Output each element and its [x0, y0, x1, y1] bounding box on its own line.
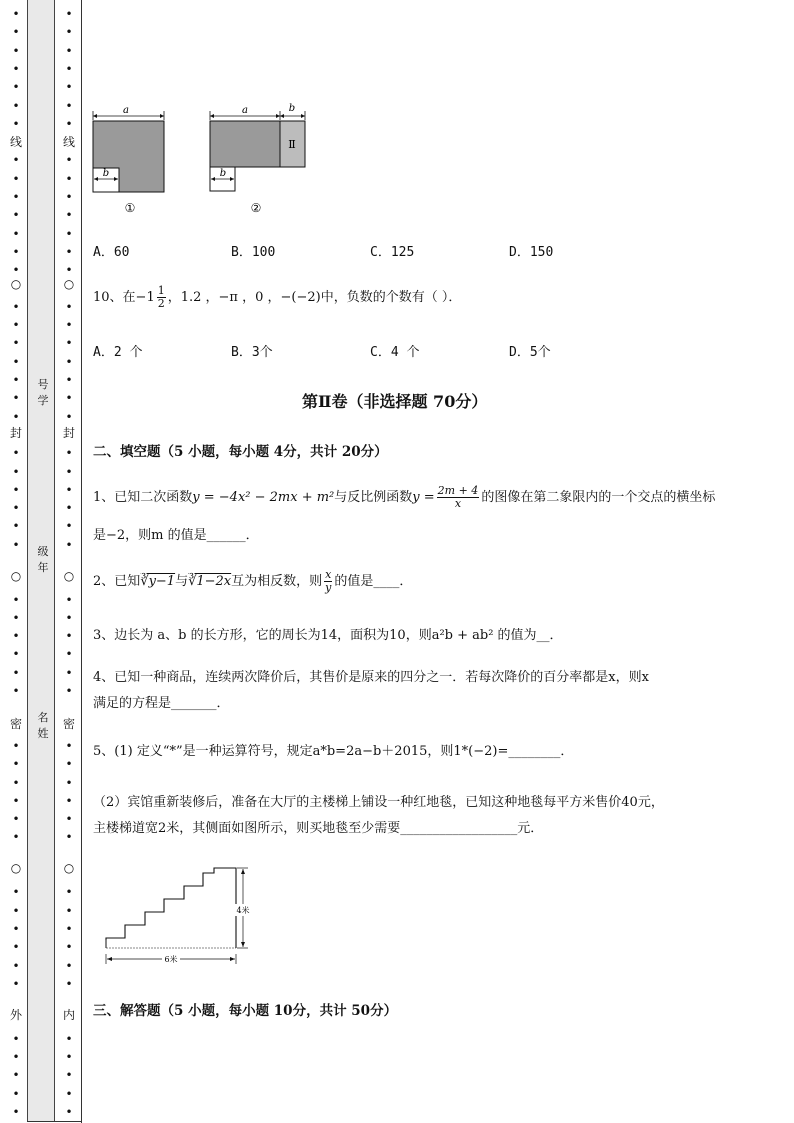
- fill-q2-part1: 2、已知: [93, 574, 141, 589]
- cut-line-dot: •: [65, 172, 73, 186]
- cut-line-dot: •: [65, 830, 73, 844]
- fill-q2-part3: 互为相反数，则: [231, 574, 323, 589]
- fill-q1-fraction: [437, 485, 480, 510]
- cut-line-dot: •: [12, 300, 20, 314]
- cut-line-dot: •: [65, 7, 73, 21]
- cut-line-dot: •: [12, 227, 20, 241]
- gutter-label-name: 名姓: [37, 711, 49, 740]
- cut-line-dot: •: [65, 794, 73, 808]
- q9-option-d: D．150: [509, 245, 554, 260]
- cut-line-dot: •: [65, 666, 73, 680]
- cut-line-dot: •: [65, 465, 73, 479]
- gutter-char-line-left: 线: [9, 135, 22, 149]
- cut-line-dot: •: [12, 501, 20, 515]
- cut-line-dot: •: [12, 373, 20, 387]
- cut-line-dot: •: [65, 318, 73, 332]
- cut-line-dot: •: [12, 593, 20, 607]
- cut-line-dot: •: [65, 885, 73, 899]
- staircase-figure: [98, 862, 258, 972]
- fill-q2-root1: ∛y−1: [140, 574, 176, 589]
- cut-line-dot: •: [65, 245, 73, 259]
- cut-line-dot: •: [65, 538, 73, 552]
- fill-q1-frac-num: 2m + 4: [437, 484, 479, 497]
- fill-question-5-part1: 5、(1) 定义“*”是一种运算符号，规定a*b=2a−b＋2015，则1*(−2)=________．: [93, 744, 574, 759]
- cut-line-dot: •: [12, 318, 20, 332]
- cut-line-dot: •: [65, 483, 73, 497]
- cut-line-dot: •: [65, 391, 73, 405]
- cut-line-dot: •: [12, 757, 20, 771]
- q10-option-b: B．3个: [231, 345, 273, 360]
- cut-line-dot: •: [12, 538, 20, 552]
- gutter-circle-right-2: ○: [63, 569, 75, 583]
- q10-suffix: 中，负数的个数有（ ）．: [320, 290, 462, 305]
- cut-line-dot: •: [12, 80, 20, 94]
- fill-question-1: [93, 482, 715, 514]
- q10-option-a: A．2 个: [93, 345, 143, 360]
- cut-line-dot: •: [12, 263, 20, 277]
- cut-line-dot: •: [65, 739, 73, 753]
- cut-line-dot: •: [65, 373, 73, 387]
- q10-frac-den: 2: [157, 297, 165, 310]
- binding-line-bottom: [27, 1121, 82, 1122]
- cut-line-dot: •: [65, 227, 73, 241]
- fig2-label-a: a: [242, 105, 248, 116]
- cut-line-dot: •: [12, 885, 20, 899]
- cut-line-dot: •: [12, 940, 20, 954]
- cut-line-dot: •: [12, 44, 20, 58]
- cut-line-dot: •: [65, 519, 73, 533]
- fill-question-5-part2-line1: （2）宾馆重新装修后，准备在大厅的主楼梯上铺设一种红地毯，已知这种地毯每平方米售价40元，: [93, 795, 664, 810]
- q10-minus-one: −1: [135, 290, 155, 305]
- gutter-char-seal-left: 封: [9, 426, 22, 440]
- cut-line-dot: •: [12, 1068, 20, 1082]
- cut-line-dot: •: [65, 1050, 73, 1064]
- fig1-label-b: b: [102, 168, 110, 179]
- cut-line-dot: •: [12, 7, 20, 21]
- q9-option-b: B．100: [231, 245, 276, 260]
- cut-line-dot: •: [65, 153, 73, 167]
- cut-line-dot: •: [65, 959, 73, 973]
- fig1-label-a: a: [123, 105, 129, 116]
- cut-line-dot: •: [12, 208, 20, 222]
- fig1-caption: ①: [124, 201, 136, 215]
- gutter-char-secret-left: 密: [9, 717, 22, 731]
- fig2-region-label: Ⅱ: [288, 138, 296, 151]
- cut-line-dot: •: [65, 99, 73, 113]
- fill-q2-frac-num: x: [325, 568, 332, 581]
- fill-question-5-part2-line2: 主楼梯道宽2米，其侧面如图所示，则买地毯至少需要__________________元．: [93, 821, 544, 836]
- cut-line-dot: •: [65, 44, 73, 58]
- cut-line-dot: •: [12, 1032, 20, 1046]
- cut-line-dot: •: [65, 904, 73, 918]
- cut-line-dot: •: [12, 1050, 20, 1064]
- fill-question-4-line1: 4、已知一种商品，连续两次降价后，其售价是原来的四分之一．若每次降价的百分率都是x，则x: [93, 670, 649, 685]
- figure-2: [210, 111, 305, 191]
- cut-line-dot: •: [65, 776, 73, 790]
- fill-question-4-line2: 满足的方程是_______．: [93, 696, 230, 711]
- cut-line-dot: •: [12, 446, 20, 460]
- fill-q1-part3: 的图像在第二象限内的一个交点的横坐标: [481, 490, 716, 505]
- cut-line-dot: •: [65, 190, 73, 204]
- cut-line-dot: •: [12, 1087, 20, 1101]
- section-2-title: 第Ⅱ卷（非选择题 70分）: [302, 392, 488, 411]
- fill-q1-quadratic: y = −4x² − 2mx + m²: [192, 490, 335, 505]
- cut-line-dot: •: [65, 62, 73, 76]
- gutter-circle-left-2: ○: [10, 569, 22, 583]
- cut-line-dot: •: [12, 647, 20, 661]
- cut-line-dot: •: [65, 812, 73, 826]
- fill-q2-root2: ∛1−2x: [188, 574, 232, 589]
- q10-frac-num: 1: [157, 284, 165, 297]
- cut-line-dot: •: [65, 25, 73, 39]
- gutter-circle-left-1: ○: [10, 277, 22, 291]
- gutter-label-class: 级年: [37, 545, 49, 574]
- q10-option-d: D．5个: [509, 345, 551, 360]
- cut-line-dot: •: [12, 153, 20, 167]
- cut-line-dot: •: [12, 739, 20, 753]
- cut-line-dot: •: [12, 977, 20, 991]
- fill-q2-part4: 的值是____．: [334, 574, 413, 589]
- q10-option-c: C．4 个: [370, 345, 420, 360]
- cut-line-dot: •: [12, 519, 20, 533]
- cut-line-dot: •: [12, 830, 20, 844]
- fig2-label-b-top: b: [288, 103, 296, 114]
- fill-q1-line2: 是−2，则m 的值是______．: [93, 528, 259, 543]
- gutter-char-line-right: 线: [62, 135, 75, 149]
- cut-line-dot: •: [65, 977, 73, 991]
- cut-line-dot: •: [65, 501, 73, 515]
- fill-q1-part2: 与反比例函数: [334, 490, 413, 505]
- cut-line-dot: •: [65, 263, 73, 277]
- cut-line-dot: •: [65, 300, 73, 314]
- cut-line-dot: •: [65, 1068, 73, 1082]
- gutter-char-outer: 外: [9, 1008, 22, 1022]
- gutter-char-seal-right: 封: [62, 426, 75, 440]
- q9-option-a: A．60: [93, 245, 130, 260]
- cut-line-dot: •: [12, 190, 20, 204]
- cut-line-dot: •: [65, 80, 73, 94]
- fill-question-2: [93, 566, 412, 598]
- question-10: [93, 283, 461, 313]
- cut-line-dot: •: [65, 611, 73, 625]
- gutter-char-secret-right: 密: [62, 717, 75, 731]
- gutter-label-student-id: 号学: [37, 378, 49, 407]
- gutter-char-inner: 内: [62, 1008, 75, 1022]
- cut-line-dot: •: [12, 611, 20, 625]
- cut-line-dot: •: [65, 629, 73, 643]
- cut-line-dot: •: [12, 959, 20, 973]
- figure-1: [93, 111, 164, 192]
- cut-line-dot: •: [65, 1087, 73, 1101]
- cut-line-dot: •: [12, 245, 20, 259]
- cut-line-dot: •: [12, 465, 20, 479]
- cut-line-dot: •: [12, 1105, 20, 1119]
- fig2-label-b-bottom: b: [219, 168, 227, 179]
- cut-line-dot: •: [12, 904, 20, 918]
- fill-q2-fraction: [324, 569, 332, 594]
- fig2-caption: ②: [250, 201, 262, 215]
- q10-prefix: 10、在: [93, 290, 136, 305]
- cut-line-dot: •: [65, 684, 73, 698]
- cut-line-dot: •: [12, 666, 20, 680]
- gutter-circle-right-1: ○: [63, 277, 75, 291]
- fill-question-3: 3、边长为 a、b 的长方形，它的周长为14，面积为10，则a²b + ab² 的值为__．: [93, 628, 563, 643]
- binding-line-right: [81, 0, 82, 1123]
- cut-line-dot: •: [12, 794, 20, 808]
- fill-q2-part2: 与: [175, 574, 189, 589]
- fill-q1-part1: 1、已知二次函数: [93, 490, 193, 505]
- cut-line-dot: •: [12, 62, 20, 76]
- cut-line-dot: •: [12, 483, 20, 497]
- fill-q1-frac-den: x: [454, 497, 462, 510]
- q10-fraction: [157, 285, 166, 310]
- cut-line-dot: •: [12, 336, 20, 350]
- q9-option-c: C．125: [370, 245, 415, 260]
- cut-line-dot: •: [12, 629, 20, 643]
- cut-line-dot: •: [65, 208, 73, 222]
- rectangle-figures: [88, 100, 318, 220]
- stairs-height-label: 4米: [236, 906, 250, 915]
- cut-line-dot: •: [65, 940, 73, 954]
- cut-line-dot: •: [12, 922, 20, 936]
- cut-line-dot: •: [12, 99, 20, 113]
- cut-line-dot: •: [12, 25, 20, 39]
- answer-section-header: 三、解答题（5 小题，每小题 10分，共计 50分）: [93, 1003, 398, 1019]
- cut-line-dot: •: [65, 410, 73, 424]
- fill-q2-frac-den: y: [325, 581, 332, 594]
- cut-line-dot: •: [65, 355, 73, 369]
- cut-line-dot: •: [12, 812, 20, 826]
- cut-line-dot: •: [12, 391, 20, 405]
- cut-line-dot: •: [65, 922, 73, 936]
- cut-line-dot: •: [65, 446, 73, 460]
- cut-line-dot: •: [65, 336, 73, 350]
- cut-line-dot: •: [65, 647, 73, 661]
- cut-line-dot: •: [12, 355, 20, 369]
- cut-line-dot: •: [65, 593, 73, 607]
- cut-line-dot: •: [65, 757, 73, 771]
- cut-line-dot: •: [12, 117, 20, 131]
- fill-q1-inverse-lhs: y =: [412, 490, 435, 505]
- cut-line-dot: •: [65, 1032, 73, 1046]
- cut-line-dot: •: [12, 776, 20, 790]
- gutter-circle-right-3: ○: [63, 861, 75, 875]
- cut-line-dot: •: [12, 684, 20, 698]
- stairs-width-label: 6米: [164, 955, 178, 964]
- q10-items: ，1.2 ，−π ，0 ，−(−2): [167, 290, 321, 305]
- cut-line-dot: •: [65, 1105, 73, 1119]
- fill-blank-header: 二、填空题（5 小题，每小题 4分，共计 20分）: [93, 444, 388, 460]
- cut-line-dot: •: [12, 410, 20, 424]
- cut-line-dot: •: [12, 172, 20, 186]
- cut-line-dot: •: [65, 117, 73, 131]
- gutter-circle-left-3: ○: [10, 861, 22, 875]
